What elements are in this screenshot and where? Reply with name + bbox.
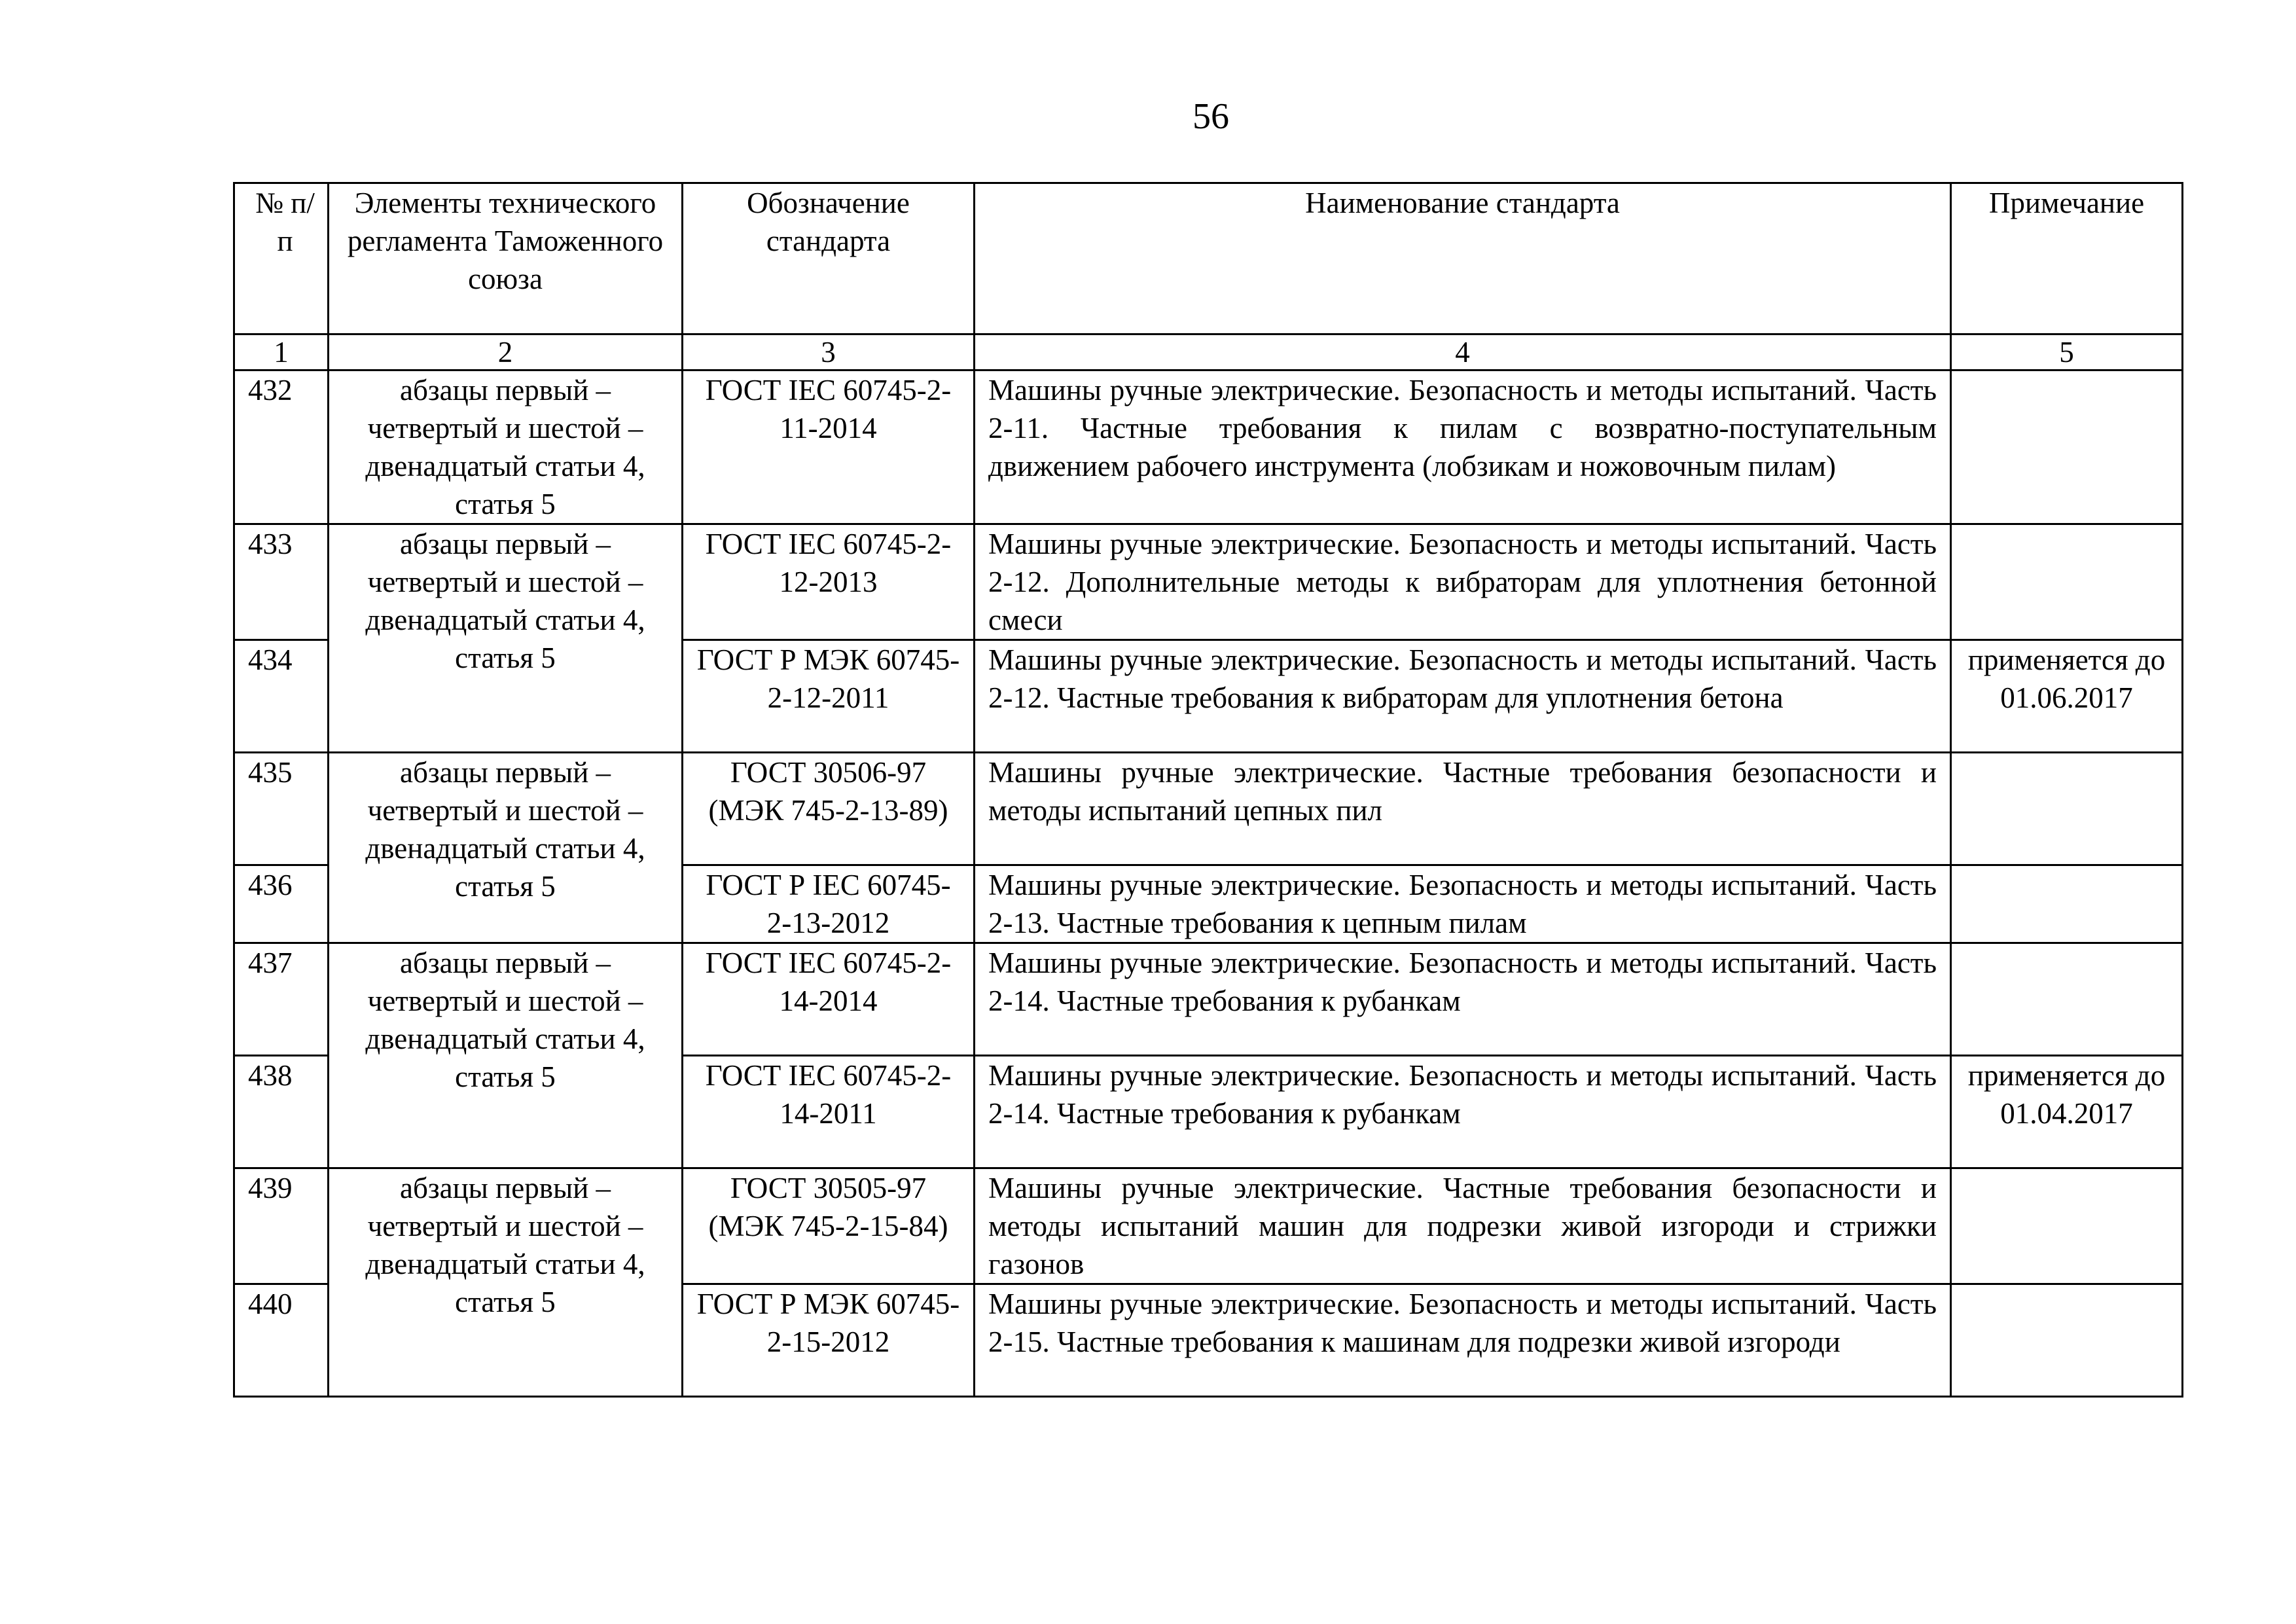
row-standard-name: Машины ручные электрические. Безопасность и методы испытаний. Часть 2-12. Дополнительные методы к вибраторам для уплотнения бетонной смеси	[975, 524, 1951, 640]
row-designation: ГОСТ IEC 60745-2-14-2011	[683, 1056, 975, 1168]
row-designation: ГОСТ Р IEC 60745-2-13-2012	[683, 865, 975, 943]
row-elements: абзацы первый – четвертый и шестой – двенадцатый статьи 4, статья 5	[329, 370, 683, 524]
row-designation: ГОСТ 30506-97 (МЭК 745-2-13-89)	[683, 753, 975, 865]
row-standard-name: Машины ручные электрические. Безопасность и методы испытаний. Часть 2-14. Частные требования к рубанкам	[975, 1056, 1951, 1168]
column-number: 4	[975, 334, 1951, 370]
row-standard-name: Машины ручные электрические. Безопасность и методы испытаний. Часть 2-11. Частные требования к пилам с возвратно-поступательным движением рабочего инструмента (лобзикам и ножовочным пилам)	[975, 370, 1951, 524]
row-elements: абзацы первый – четвертый и шестой – двенадцатый статьи 4, статья 5	[329, 1168, 683, 1397]
row-designation: ГОСТ Р МЭК 60745-2-15-2012	[683, 1284, 975, 1397]
column-number: 1	[234, 334, 329, 370]
row-elements: абзацы первый – четвертый и шестой – двенадцатый статьи 4, статья 5	[329, 943, 683, 1168]
row-standard-name: Машины ручные электрические. Частные требования безопасности и методы испытаний цепных пил	[975, 753, 1951, 865]
header-number: № п/п	[234, 183, 329, 334]
row-designation: ГОСТ 30505-97 (МЭК 745-2-15-84)	[683, 1168, 975, 1284]
row-note	[1951, 753, 2183, 865]
column-number-row	[234, 334, 2183, 370]
table-row	[234, 370, 2183, 524]
header-name: Наименование стандарта	[975, 183, 1951, 334]
row-note	[1951, 1168, 2183, 1284]
row-number: 433	[234, 524, 329, 640]
row-number: 440	[234, 1284, 329, 1397]
row-number: 438	[234, 1056, 329, 1168]
row-note	[1951, 865, 2183, 943]
table-row	[234, 943, 2183, 1056]
table-row	[234, 1168, 2183, 1284]
row-number: 437	[234, 943, 329, 1056]
row-note: применяется до 01.04.2017	[1951, 1056, 2183, 1168]
row-standard-name: Машины ручные электрические. Безопасность и методы испытаний. Часть 2-13. Частные требования к цепным пилам	[975, 865, 1951, 943]
row-standard-name: Машины ручные электрические. Безопасность и методы испытаний. Часть 2-15. Частные требования к машинам для подрезки живой изгороди	[975, 1284, 1951, 1397]
header-designation: Обозначение стандарта	[683, 183, 975, 334]
row-number: 434	[234, 640, 329, 753]
row-note	[1951, 370, 2183, 524]
column-number: 2	[329, 334, 683, 370]
row-elements: абзацы первый – четвертый и шестой – двенадцатый статьи 4, статья 5	[329, 753, 683, 943]
header-elements: Элементы технического регламента Таможенного союза	[329, 183, 683, 334]
row-number: 432	[234, 370, 329, 524]
table-row	[234, 524, 2183, 640]
table-header-row	[234, 183, 2183, 334]
page-number: 56	[1193, 96, 1229, 137]
row-designation: ГОСТ IEC 60745-2-12-2013	[683, 524, 975, 640]
row-standard-name: Машины ручные электрические. Частные требования безопасности и методы испытаний машин для подрезки живой изгороди и стрижки газонов	[975, 1168, 1951, 1284]
row-designation: ГОСТ Р МЭК 60745-2-12-2011	[683, 640, 975, 753]
standards-table	[233, 182, 2183, 1398]
row-number: 436	[234, 865, 329, 943]
row-note	[1951, 1284, 2183, 1397]
row-standard-name: Машины ручные электрические. Безопасность и методы испытаний. Часть 2-12. Частные требования к вибраторам для уплотнения бетона	[975, 640, 1951, 753]
row-note	[1951, 943, 2183, 1056]
row-note	[1951, 524, 2183, 640]
row-number: 439	[234, 1168, 329, 1284]
row-designation: ГОСТ IEC 60745-2-11-2014	[683, 370, 975, 524]
column-number: 5	[1951, 334, 2183, 370]
column-number: 3	[683, 334, 975, 370]
row-note: применяется до 01.06.2017	[1951, 640, 2183, 753]
row-designation: ГОСТ IEC 60745-2-14-2014	[683, 943, 975, 1056]
row-standard-name: Машины ручные электрические. Безопасность и методы испытаний. Часть 2-14. Частные требования к рубанкам	[975, 943, 1951, 1056]
row-elements: абзацы первый – четвертый и шестой – двенадцатый статьи 4, статья 5	[329, 524, 683, 753]
table-row	[234, 753, 2183, 865]
row-number: 435	[234, 753, 329, 865]
header-note: Примечание	[1951, 183, 2183, 334]
